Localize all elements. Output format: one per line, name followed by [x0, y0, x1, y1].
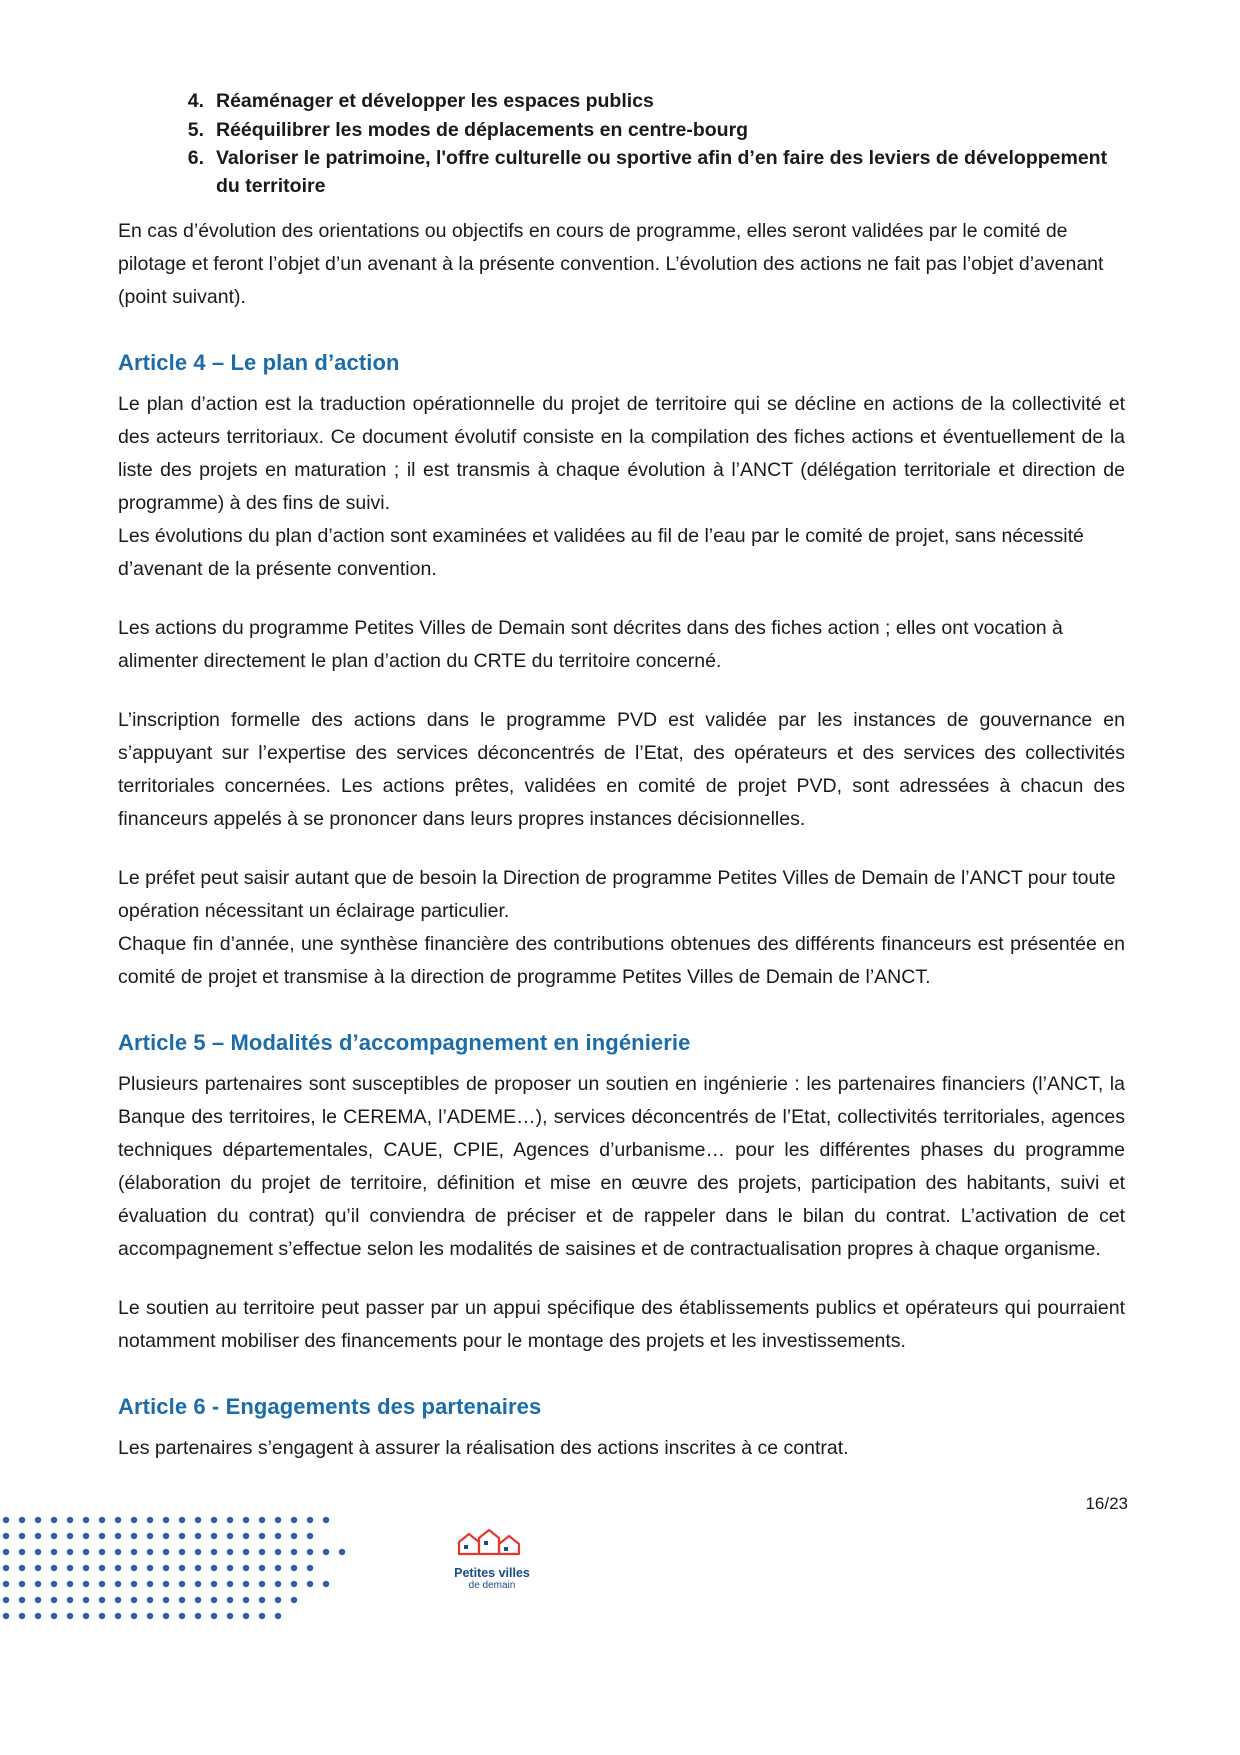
- list-item: [174, 145, 1125, 200]
- logo-line-1: Petites villes: [454, 1566, 530, 1580]
- article-4-paragraph-1: Le plan d’action est la traduction opérationnelle du projet de territoire qui se décline en actions de la collectivité et des acteurs territoriaux. Ce document évolutif consiste en la compilation des fiches actions et éventuellement de la liste des projets en maturation ; il est transmis à chaque évolution à l’ANCT (délégation territoriale et direction de programme) à des fins de suivi.: [118, 393, 1125, 514]
- article-4-heading: Article 4 – Le plan d’action: [118, 350, 400, 375]
- spacer: [118, 1266, 1125, 1292]
- intro-paragraph: En cas d’évolution des orientations ou objectifs en cours de programme, elles seront validées par le comité de pilotage et feront l’objet d’un avenant à la présente convention. L’évolution des actions ne fait pas l’objet d’avenant (point suivant).: [118, 220, 1104, 308]
- dot-pattern-decoration: [0, 1512, 420, 1622]
- article-4-paragraph-4: L’inscription formelle des actions dans le programme PVD est validée par les instances de gouvernance en s’appuyant sur l’expertise des services déconcentrés de l’Etat, des opérateurs et des services des collectivités territoriales concernées. Les actions prêtes, validées en comité de projet PVD, sont adressées à chacun des financeurs appelés à se prononcer dans leurs propres instances décisionnelles.: [118, 709, 1125, 830]
- article-5-heading: Article 5 – Modalités d’accompagnement en ingénierie: [118, 1030, 691, 1055]
- list-item-label: Rééquilibrer les modes de déplacements en centre-bourg: [216, 118, 749, 141]
- article-4-paragraph-6: Chaque fin d’année, une synthèse financière des contributions obtenues des différents financeurs est présentée en comité de projet et transmise à la direction de programme Petites Villes de Demain de l’ANCT.: [118, 933, 1125, 988]
- page-content: [118, 88, 1125, 1465]
- page-number: 16/23: [1085, 1494, 1128, 1513]
- article-4-section: [118, 348, 1125, 994]
- spacer: [118, 678, 1125, 704]
- list-item-label: Valoriser le patrimoine, l'offre culturelle ou sportive afin d’en faire des leviers de développement du territoire: [216, 147, 1108, 197]
- rooftops-icon: [432, 1520, 552, 1565]
- article-6-paragraph-1: Les partenaires s’engagent à assurer la réalisation des actions inscrites à ce contrat.: [118, 1437, 849, 1459]
- list-item: [174, 117, 1125, 145]
- list-item-number: 4.: [187, 90, 204, 112]
- article-4-paragraph-3: Les actions du programme Petites Villes de Demain sont décrites dans des fiches action ; elles ont vocation à alimenter directement le plan d’action du CRTE du territoire concerné.: [118, 617, 1063, 672]
- logo-line-2: de demain: [468, 1580, 516, 1591]
- list-item: [174, 88, 1125, 116]
- objectives-list: [118, 88, 1125, 200]
- list-item-number: 6.: [187, 147, 204, 169]
- article-5-paragraph-1: Plusieurs partenaires sont susceptibles de proposer un soutien en ingénierie : les partenaires financiers (l’ANCT, la Banque des territoires, le CEREMA, l’ADEME…), services déconcentrés de l’Etat, collectivités territoriales, agences techniques départementales, CAUE, CPIE, Agences d’urbanisme… pour les différentes phases du programme (élaboration du projet de territoire, définition et mise en œuvre des projets, participation des habitants, suivi et évaluation du contrat) qu’il conviendra de préciser et de rappeler dans le bilan du contrat. L’activation de cet accompagnement s’effectue selon les modalités de saisines et de contractualisation propres à chaque organisme.: [118, 1073, 1125, 1260]
- spacer: [118, 586, 1125, 612]
- article-5-paragraph-2: Le soutien au territoire peut passer par un appui spécifique des établissements publics et opérateurs qui pourraient notamment mobiliser des financements pour le montage des projets et les investissements.: [118, 1297, 1125, 1352]
- spacer: [118, 201, 1125, 215]
- article-6-section: [118, 1392, 1125, 1465]
- spacer: [118, 836, 1125, 862]
- article-5-section: [118, 1028, 1125, 1358]
- article-6-heading: Article 6 - Engagements des partenaires: [118, 1394, 542, 1419]
- petites-villes-de-demain-logo: [432, 1520, 552, 1610]
- list-item-number: 5.: [187, 118, 204, 141]
- list-item-label: Réaménager et développer les espaces publics: [216, 90, 654, 112]
- article-4-paragraph-5: Le préfet peut saisir autant que de besoin la Direction de programme Petites Villes de Demain de l’ANCT pour toute opération nécessitant un éclairage particulier.: [118, 867, 1116, 922]
- article-4-paragraph-2: Les évolutions du plan d’action sont examinées et validées au fil de l’eau par le comité de projet, sans nécessité d’avenant de la présente convention.: [118, 525, 1084, 580]
